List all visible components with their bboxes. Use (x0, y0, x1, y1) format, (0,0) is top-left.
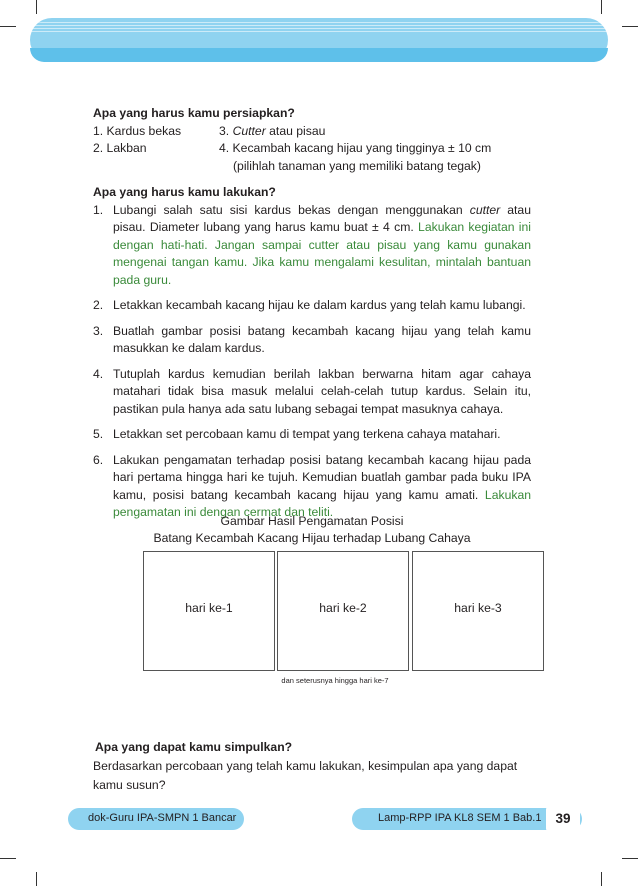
step-text (113, 323, 531, 358)
steps-heading: Apa yang harus kamu lakukan? (93, 185, 276, 199)
prep-row (93, 158, 531, 176)
figure-caption: dan seterusnya hingga hari ke-7 (281, 676, 389, 685)
step-item (93, 426, 531, 444)
prep-item: 1. Kardus bekas (93, 123, 182, 138)
crop-mark (36, 872, 37, 886)
footer-right-text: Lamp-RPP IPA KL8 SEM 1 Bab.1 (378, 812, 542, 824)
footer-left-pill (68, 808, 244, 830)
step-text (113, 202, 531, 290)
step-number: 4. (93, 366, 104, 381)
step-text-part: Tutuplah kardus kemudian berilah lakban berwarna hitam agar cahaya matahari tidak bisa masuk melalui celah-celah tutup kardus. Selain itu, pastikan pula hanya ada satu lubang sebagai tempat masuknya cahaya. (113, 366, 531, 416)
page-number: 39 (546, 804, 580, 834)
conclusion-section (93, 738, 531, 795)
crop-mark (601, 872, 602, 886)
crop-mark (0, 858, 16, 859)
box-label: hari ke-3 (454, 601, 502, 615)
step-text-part: Lubangi salah satu sisi kardus bekas dengan menggunakan (113, 202, 470, 217)
header-stripes (30, 22, 608, 34)
step-text-part: Letakkan set percobaan kamu di tempat yang terkena cahaya matahari. (113, 427, 501, 441)
step-number: 1. (93, 202, 104, 217)
step-text (113, 297, 531, 315)
step-item (93, 297, 531, 315)
observation-box-day-1 (143, 551, 275, 671)
step-item (93, 452, 531, 522)
step-item (93, 323, 531, 358)
prep-list (93, 123, 531, 176)
step-item (93, 366, 531, 419)
figure-title-line: Gambar Hasil Pengamatan Posisi (220, 514, 404, 528)
step-text-part: Lakukan kegiatan ini dengan hati-hati. Jangan sampai cutter atau pisau yang kamu gunakan mengenai tangan kamu. Jika kamu mengalami kesulitan, mintalah bantuan pada guru. (113, 220, 531, 287)
step-text-part: Buatlah gambar posisi batang kecambah kacang hijau yang telah kamu masukkan ke dalam kardus. (113, 323, 531, 355)
crop-mark (622, 26, 638, 27)
prep-note: (pilihlah tanaman yang memiliki batang tegak) (233, 158, 481, 173)
observation-box-day-3 (412, 551, 544, 671)
step-text-part: Letakkan kecambah kacang hijau ke dalam kardus yang telah kamu lubangi. (113, 298, 526, 312)
step-text-part: atau pisau. Diameter lubang yang harus kamu buat ± 4 cm. (113, 202, 531, 234)
box-label: hari ke-2 (319, 601, 367, 615)
step-number: 2. (93, 298, 104, 312)
step-text-part: Lakukan pengamatan ini dengan cermat dan teliti. (113, 487, 531, 519)
prep-item: 2. Lakban (93, 141, 147, 155)
step-number: 5. (93, 427, 104, 441)
step-text (113, 426, 531, 444)
footer-left-text: dok-Guru IPA-SMPN 1 Bancar (88, 812, 237, 824)
main-content (93, 105, 531, 530)
prep-heading: Apa yang harus kamu persiapkan? (93, 106, 295, 120)
conclusion-heading: Apa yang dapat kamu simpulkan? (95, 740, 293, 754)
step-number: 6. (93, 452, 104, 467)
box-label: hari ke-1 (185, 601, 233, 615)
figure-title-line: Batang Kecambah Kacang Hijau terhadap Lubang Cahaya (153, 531, 471, 545)
prep-row (93, 140, 531, 158)
figure-title (93, 513, 531, 547)
step-number: 3. (93, 323, 104, 338)
step-text (113, 452, 531, 522)
step-text-part: Lakukan pengamatan terhadap posisi batang kecambah kacang hijau pada hari pertama hingga hari ke tujuh. Kemudian buatlah gambar pada buku IPA kamu, posisi batang kecambah kacang hijau yang kamu amati. (113, 452, 531, 502)
crop-mark (36, 0, 37, 14)
conclusion-text: Berdasarkan percobaan yang telah kamu lakukan, kesimpulan apa yang dapat kamu susun? (93, 759, 518, 792)
steps-list (93, 202, 531, 522)
crop-mark (601, 0, 602, 14)
header-band-lower (30, 48, 608, 62)
step-text (113, 366, 531, 419)
crop-mark (622, 858, 638, 859)
crop-mark (0, 26, 16, 27)
prep-item: 4. Kecambah kacang hijau yang tingginya ± 10 cm (219, 141, 492, 155)
observation-box-day-2 (277, 551, 409, 671)
step-item (93, 202, 531, 290)
prep-row (93, 123, 531, 141)
step-text-part: cutter (469, 202, 501, 217)
prep-item: 3. Cutter atau pisau (219, 123, 326, 138)
